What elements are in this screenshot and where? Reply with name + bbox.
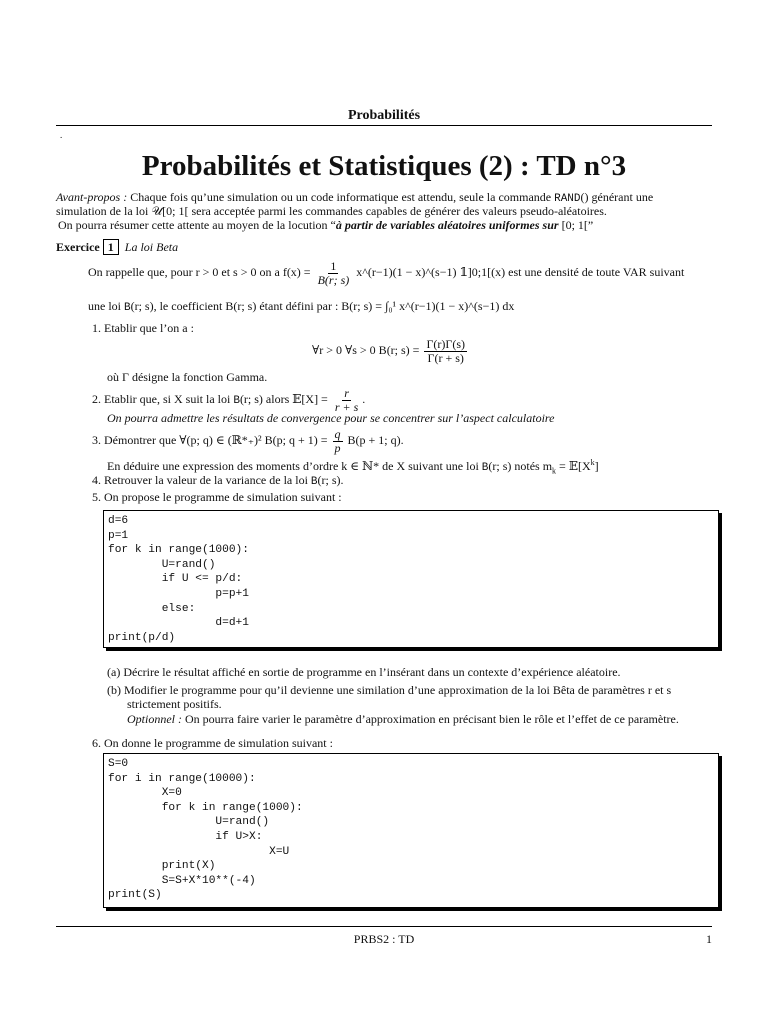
- intro2-c: (r; s), le coefficient B(r; s) étant défini par : B(r; s) =: [130, 299, 383, 313]
- avant-propos-line3: [58, 218, 593, 233]
- item-4-loi-b: B: [310, 476, 318, 488]
- avant-propos-label: Avant-propos :: [56, 190, 128, 204]
- item-1-num: 1.: [92, 321, 101, 335]
- item-6: [92, 736, 333, 751]
- header-rule: [56, 125, 712, 126]
- item-1: [92, 321, 194, 336]
- item-2-frac-den: r + s: [334, 399, 359, 414]
- item-2-text-b: (r; s) alors 𝔼[X] =: [239, 392, 328, 406]
- item-2-text-c: .: [362, 392, 366, 406]
- optionnel-text: On pourra faire varier le paramètre d’approximation en précisant bien le rôle et l’effet de ce paramètre.: [185, 712, 679, 726]
- item-2-loi-b: B: [233, 395, 240, 407]
- exercise-title: La loi Beta: [124, 240, 179, 254]
- item-2-frac-num: r: [344, 385, 349, 400]
- deduce-b: (r; s) notés m: [488, 459, 553, 473]
- deduce-loi-b: B: [481, 462, 489, 474]
- item-3-frac-den: p: [334, 440, 341, 455]
- intro2-a: une loi: [88, 299, 121, 313]
- running-title: Probabilités: [347, 108, 421, 123]
- item-3-text-b: B(p + 1; q).: [347, 433, 404, 447]
- intro1-fraction: [316, 260, 352, 287]
- eq1-fraction: [424, 338, 467, 365]
- sub-item-a: [107, 665, 621, 680]
- rand-command: RAND: [554, 193, 581, 205]
- avant-propos-text1-end: () générant une: [580, 190, 654, 204]
- optionnel-line: [127, 712, 679, 727]
- item-2-fraction: [333, 387, 360, 414]
- item-6-num: 6.: [92, 736, 101, 750]
- gamma-note: où Γ désigne la fonction Gamma.: [107, 370, 268, 384]
- item-3-text-a: Démontrer que ∀(p; q) ∈ (ℝ*₊)² B(p; q + 1) =: [104, 433, 328, 447]
- exercise-heading: [56, 239, 178, 255]
- intro1-b: x^(r−1)(1 − x)^(s−1) 𝟙]0;1[(x) est une densité de toute VAR suivant: [356, 265, 685, 279]
- sub-a-label: (a): [107, 665, 121, 679]
- sub-item-b: [107, 683, 671, 698]
- code-block-1: [103, 510, 719, 648]
- item-3-frac-num: q: [334, 426, 341, 441]
- code-2: S=0 for i in range(10000): X=0 for k in range(1000): U=rand() if U>X: X=U print(X) S=S+X*10**(-4) print(S): [108, 758, 303, 902]
- avant-propos-text1: Chaque fois qu’une simulation ou un code informatique est attendu, seule la commande: [130, 190, 552, 204]
- item-4: [92, 473, 344, 490]
- deduce-e: k: [590, 458, 595, 467]
- item-4-text-a: Retrouver la valeur de la variance de la loi: [104, 473, 308, 487]
- item-5: [92, 490, 342, 505]
- item-2-text-a: Etablir que, si X suit la loi: [104, 392, 231, 406]
- sub-b-text2: strictement positifs.: [127, 697, 222, 711]
- intro-line1: [88, 258, 684, 287]
- intro2-b: B: [124, 302, 131, 314]
- footer-label: PRBS2 : TD: [353, 932, 415, 946]
- deduce-c: k: [552, 466, 557, 476]
- page-number: 1: [706, 932, 712, 946]
- item-3-fraction: [333, 428, 343, 455]
- optionnel-label: Optionnel :: [127, 712, 182, 726]
- sub-b-label: (b): [107, 683, 121, 697]
- item-5-text: On propose le programme de simulation suivant :: [104, 490, 342, 504]
- exercise-label: Exercice: [56, 240, 100, 254]
- item-1-text: Etablir que l’on a :: [104, 321, 194, 335]
- intro1-den: B(r; s): [317, 272, 350, 287]
- item-3: [92, 427, 404, 455]
- item-2-num: 2.: [92, 392, 101, 406]
- note-2: On pourra admettre les résultats de convergence pour se concentrer sur l’aspect calculatoire: [107, 411, 555, 425]
- footer-rule: [56, 926, 712, 927]
- sub-b-text1: Modifier le programme pour qu’il devienne une similation d’une approximation de la loi Bêta de paramètres r et s: [124, 683, 672, 697]
- item-6-text: On donne le programme de simulation suivant :: [104, 736, 333, 750]
- sub-a-text: Décrire le résultat affiché en sortie de programme en l’insérant dans un contexte d’expérience aléatoire.: [123, 665, 621, 679]
- avant-propos-line3-end: [0; 1[”: [558, 218, 594, 232]
- eq1-num: Γ(r)Γ(s): [426, 336, 465, 351]
- eq1-den: Γ(r + s): [427, 350, 464, 365]
- header-marker: .: [60, 130, 63, 140]
- item-4-num: 4.: [92, 473, 101, 487]
- code-1: d=6 p=1 for k in range(1000): U=rand() if U <= p/d: p=p+1 else: d=d+1 print(p/d): [108, 515, 249, 644]
- intro-line2: [88, 292, 514, 322]
- intro2-integral: ∫₀¹ x^(r−1)(1 − x)^(s−1) dx: [385, 299, 515, 313]
- avant-propos-line2: simulation de la loi 𝒰[0; 1[ sera acceptée parmi les commandes capables de générer des valeurs pseudo-aléatoires.: [56, 204, 607, 218]
- item-3-num: 3.: [92, 433, 101, 447]
- avant-propos-line3-start: On pourra résumer cette attente au moyen de la locution “: [58, 218, 336, 232]
- deduce-f: ]: [594, 459, 599, 473]
- code-block-2: [103, 753, 719, 908]
- document-title: Probabilités et Statistiques (2) : TD n°3: [141, 150, 627, 182]
- item-2: [92, 386, 365, 414]
- intro1-num: 1: [330, 258, 337, 273]
- avant-propos-line3-italic: à partir de variables aléatoires uniformes sur: [335, 218, 559, 232]
- deduce-d: = 𝔼[X: [556, 459, 591, 473]
- equation-1: [312, 336, 469, 365]
- item-5-num: 5.: [92, 490, 101, 504]
- item-4-text-b: (r; s).: [317, 473, 344, 487]
- eq1-lhs: ∀r > 0 ∀s > 0 B(r; s) =: [312, 343, 420, 357]
- deduce-a: En déduire une expression des moments d’ordre k ∈ ℕ* de X suivant une loi: [107, 459, 479, 473]
- exercise-number: 1: [103, 239, 119, 255]
- intro1-a: On rappelle que, pour r > 0 et s > 0 on a f(x) =: [88, 265, 311, 279]
